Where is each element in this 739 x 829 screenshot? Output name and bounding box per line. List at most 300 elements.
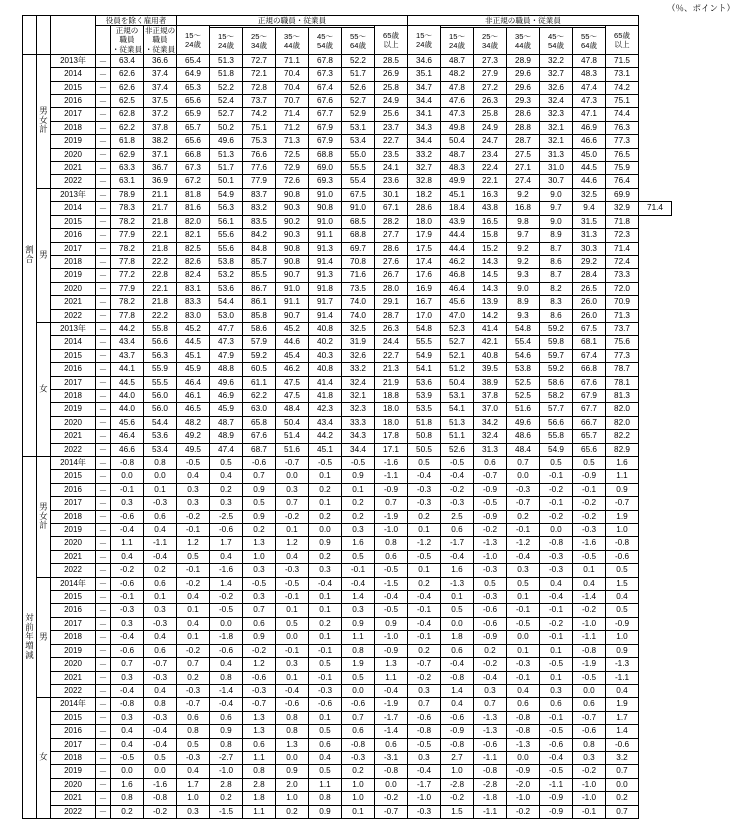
cell-value: 46.9 xyxy=(210,389,243,402)
cell-value: 90.3 xyxy=(276,229,309,242)
cell-value: -0.4 xyxy=(474,671,507,684)
cell-value: -0.8 xyxy=(573,644,606,657)
cell-value: 0.3 xyxy=(177,497,210,510)
cell-value: 84.2 xyxy=(243,229,276,242)
cell-value: -2.8 xyxy=(441,778,474,791)
row-year: 2015 xyxy=(51,591,96,604)
cell-value: 21.7 xyxy=(144,202,177,215)
cell-value: 1.6 xyxy=(606,457,639,470)
cell-total: － xyxy=(96,658,111,671)
cell-total: － xyxy=(96,524,111,537)
cell-value: -0.1 xyxy=(540,497,573,510)
cell-value: 0.9 xyxy=(606,644,639,657)
cell-value: 77.9 xyxy=(111,282,144,295)
cell-value: -0.2 xyxy=(210,591,243,604)
cell-value: 77.9 xyxy=(243,175,276,188)
cell-value: -0.4 xyxy=(375,684,408,697)
cell-value: 0.7 xyxy=(375,497,408,510)
cell-value: 53.2 xyxy=(210,269,243,282)
cell-value: -1.6 xyxy=(144,778,177,791)
cell-value: -0.3 xyxy=(111,604,144,617)
cell-value: -0.6 xyxy=(606,738,639,751)
cell-total: － xyxy=(96,591,111,604)
cell-value: 63.3 xyxy=(111,162,144,175)
cell-total: － xyxy=(96,296,111,309)
cell-value: 86.7 xyxy=(243,282,276,295)
cell-value: 62.2 xyxy=(243,389,276,402)
cell-value: -0.2 xyxy=(573,765,606,778)
cell-value: 46.2 xyxy=(276,363,309,376)
cell-value: -0.4 xyxy=(441,470,474,483)
cell-value: 0.7 xyxy=(342,711,375,724)
cell-value: 69.9 xyxy=(606,188,639,201)
cell-value: 0.4 xyxy=(111,738,144,751)
cell-value: 55.5 xyxy=(342,162,375,175)
cell-value: 26.3 xyxy=(474,95,507,108)
cell-value: -0.6 xyxy=(210,524,243,537)
cell-value: -1.1 xyxy=(474,751,507,764)
cell-value: -0.3 xyxy=(540,564,573,577)
cell-value: -0.3 xyxy=(144,671,177,684)
cell-value: 17.6 xyxy=(408,269,441,282)
cell-value: 39.5 xyxy=(474,363,507,376)
cell-value: -0.2 xyxy=(375,792,408,805)
cell-value: 43.4 xyxy=(309,416,342,429)
table-row xyxy=(23,296,672,309)
cell-value: 0.4 xyxy=(441,698,474,711)
cell-value: -3.1 xyxy=(375,751,408,764)
cell-value: 57.9 xyxy=(243,336,276,349)
cell-value: 56.0 xyxy=(144,403,177,416)
cell-value: -1.3 xyxy=(606,658,639,671)
cell-value: -0.6 xyxy=(540,738,573,751)
cell-value: 45.1 xyxy=(309,443,342,456)
cell-value: 9.7 xyxy=(507,229,540,242)
cell-value: 44.5 xyxy=(573,162,606,175)
statistics-table xyxy=(22,15,672,819)
cell-value: 0.2 xyxy=(507,510,540,523)
table-row xyxy=(23,95,672,108)
cell-value: 1.0 xyxy=(177,792,210,805)
cell-value: 32.3 xyxy=(342,403,375,416)
row-year: 2016 xyxy=(51,483,96,496)
cell-value: 44.1 xyxy=(111,363,144,376)
cell-value: 43.7 xyxy=(111,349,144,362)
cell-value: 82.0 xyxy=(177,215,210,228)
cell-value: 90.7 xyxy=(276,269,309,282)
cell-value: 72.6 xyxy=(276,175,309,188)
cell-value: 1.4 xyxy=(210,577,243,590)
cell-value: 70.8 xyxy=(342,255,375,268)
cell-value: 47.3 xyxy=(210,336,243,349)
cell-value: 9.2 xyxy=(507,242,540,255)
cell-value: 48.7 xyxy=(441,148,474,161)
cell-value: 78.7 xyxy=(606,363,639,376)
cell-value: 1.6 xyxy=(111,778,144,791)
cell-value: 52.6 xyxy=(342,81,375,94)
cell-value: 67.9 xyxy=(309,135,342,148)
cell-value: 1.1 xyxy=(375,671,408,684)
cell-value: 0.8 xyxy=(144,698,177,711)
cell-total: － xyxy=(96,483,111,496)
cell-value: 91.8 xyxy=(309,282,342,295)
cell-value: 0.4 xyxy=(144,524,177,537)
cell-value: 73.7 xyxy=(243,95,276,108)
cell-value: 76.3 xyxy=(606,121,639,134)
cell-value: 27.3 xyxy=(474,54,507,67)
cell-value: -0.9 xyxy=(540,792,573,805)
cell-value: 23.7 xyxy=(375,121,408,134)
cell-value: 0.4 xyxy=(606,684,639,697)
cell-value: 90.7 xyxy=(276,309,309,322)
cell-value: 33.3 xyxy=(342,416,375,429)
cell-value: 1.7 xyxy=(210,537,243,550)
cell-value: 1.0 xyxy=(606,631,639,644)
cell-value: 83.0 xyxy=(177,309,210,322)
cell-value: 83.2 xyxy=(243,202,276,215)
cell-value: 51.7 xyxy=(210,162,243,175)
cell-value: -0.2 xyxy=(474,658,507,671)
cell-value: 56.1 xyxy=(210,215,243,228)
cell-value: 0.1 xyxy=(441,591,474,604)
cell-value: 0.8 xyxy=(177,725,210,738)
cell-value: 49.5 xyxy=(177,443,210,456)
cell-value: 0.9 xyxy=(210,725,243,738)
cell-value: 0.4 xyxy=(177,765,210,778)
cell-value: 1.1 xyxy=(606,470,639,483)
cell-value: 49.8 xyxy=(441,121,474,134)
cell-value: 34.3 xyxy=(342,430,375,443)
cell-value: 58.6 xyxy=(540,376,573,389)
cell-value: 22.1 xyxy=(144,282,177,295)
row-year: 2022 xyxy=(51,805,96,818)
cell-value: 55.4 xyxy=(507,336,540,349)
cell-value: 82.4 xyxy=(177,269,210,282)
cell-value: -0.7 xyxy=(375,805,408,818)
cell-value: 0.9 xyxy=(309,537,342,550)
cell-value: 68.7 xyxy=(243,443,276,456)
cell-value: 86.1 xyxy=(243,296,276,309)
cell-value: 0.8 xyxy=(342,644,375,657)
cell-value: 22.2 xyxy=(144,309,177,322)
cell-value: -0.3 xyxy=(309,684,342,697)
cell-value: 46.2 xyxy=(441,255,474,268)
cell-value: -1.8 xyxy=(210,631,243,644)
cell-value: -0.9 xyxy=(573,470,606,483)
cell-value: 49.6 xyxy=(210,135,243,148)
cell-value: 60.5 xyxy=(243,363,276,376)
cell-value: 38.9 xyxy=(474,376,507,389)
cell-value: 29.6 xyxy=(507,68,540,81)
cell-value: 0.3 xyxy=(177,805,210,818)
cell-value: 0.9 xyxy=(375,617,408,630)
cell-value: 0.1 xyxy=(144,591,177,604)
cell-value: 29.3 xyxy=(507,95,540,108)
cell-value: 63.0 xyxy=(243,403,276,416)
header-reg-65plus: 65歳 以上 xyxy=(375,26,408,55)
cell-value: 1.9 xyxy=(606,510,639,523)
cell-value: 24.7 xyxy=(474,135,507,148)
cell-value: 53.6 xyxy=(144,430,177,443)
cell-value: -0.1 xyxy=(573,805,606,818)
cell-value: 59.2 xyxy=(540,322,573,335)
cell-value: 91.0 xyxy=(309,188,342,201)
cell-value: 34.1 xyxy=(408,108,441,121)
table-row xyxy=(23,255,672,268)
cell-value: 67.6 xyxy=(309,95,342,108)
cell-value: 0.4 xyxy=(210,470,243,483)
cell-value: -0.5 xyxy=(540,725,573,738)
cell-value: 69.7 xyxy=(342,242,375,255)
cell-value: -0.4 xyxy=(276,684,309,697)
cell-value: 46.6 xyxy=(573,135,606,148)
cell-value: -0.4 xyxy=(144,725,177,738)
table-row xyxy=(23,805,672,818)
cell-value: 0.7 xyxy=(408,698,441,711)
row-year: 2021 xyxy=(51,792,96,805)
cell-value: 32.5 xyxy=(573,188,606,201)
cell-value: 67.6 xyxy=(573,376,606,389)
cell-value: 0.0 xyxy=(144,470,177,483)
cell-value: -0.7 xyxy=(177,698,210,711)
cell-value: -0.9 xyxy=(474,510,507,523)
cell-value: 75.6 xyxy=(606,336,639,349)
cell-value: 13.9 xyxy=(474,296,507,309)
cell-value: 43.8 xyxy=(474,202,507,215)
cell-value: -0.1 xyxy=(507,604,540,617)
cell-value: 0.7 xyxy=(111,658,144,671)
cell-value: -1.2 xyxy=(408,537,441,550)
cell-value: 0.4 xyxy=(507,684,540,697)
cell-value: 0.8 xyxy=(210,671,243,684)
cell-value: 85.8 xyxy=(243,309,276,322)
cell-value: 91.0 xyxy=(309,215,342,228)
cell-value: -0.4 xyxy=(111,524,144,537)
cell-value: 28.6 xyxy=(507,108,540,121)
cell-value: 1.8 xyxy=(243,792,276,805)
cell-value: 0.4 xyxy=(144,684,177,697)
cell-value: -0.4 xyxy=(441,658,474,671)
cell-value: -0.5 xyxy=(243,577,276,590)
cell-value: 9.0 xyxy=(507,282,540,295)
table-row xyxy=(23,483,672,496)
cell-value: 77.9 xyxy=(111,229,144,242)
header-reg-25-34: 25～ 34歳 xyxy=(243,27,276,54)
cell-value: 0.8 xyxy=(243,765,276,778)
cell-value: 40.8 xyxy=(474,349,507,362)
cell-value: 1.1 xyxy=(243,751,276,764)
cell-value: 0.0 xyxy=(441,617,474,630)
cell-value: 32.4 xyxy=(540,95,573,108)
cell-value: 37.8 xyxy=(474,389,507,402)
cell-value: -1.5 xyxy=(210,805,243,818)
cell-value: 29.6 xyxy=(507,81,540,94)
table-row xyxy=(23,550,672,563)
cell-value: 28.7 xyxy=(507,135,540,148)
cell-value: 0.8 xyxy=(375,537,408,550)
row-group-sex xyxy=(37,577,51,698)
cell-value: -0.3 xyxy=(408,805,441,818)
cell-value: 0.8 xyxy=(210,738,243,751)
cell-value: 0.8 xyxy=(276,711,309,724)
cell-value: 51.6 xyxy=(276,443,309,456)
cell-value: 72.1 xyxy=(243,68,276,81)
cell-value: 2.8 xyxy=(210,778,243,791)
cell-value: 1.1 xyxy=(309,778,342,791)
cell-value: 31.9 xyxy=(342,336,375,349)
cell-value: 78.2 xyxy=(111,215,144,228)
cell-value: -0.4 xyxy=(144,738,177,751)
cell-value: -0.6 xyxy=(474,738,507,751)
cell-value: 9.0 xyxy=(540,188,573,201)
row-group-sex xyxy=(37,54,51,188)
cell-value: 28.8 xyxy=(507,121,540,134)
cell-value: -0.2 xyxy=(540,483,573,496)
cell-value: -1.1 xyxy=(375,470,408,483)
cell-value: -0.1 xyxy=(408,631,441,644)
table-row xyxy=(23,148,672,161)
cell-value: 21.8 xyxy=(144,296,177,309)
cell-total: － xyxy=(96,537,111,550)
cell-value: 0.5 xyxy=(309,765,342,778)
cell-total: － xyxy=(96,698,111,711)
cell-value: 45.9 xyxy=(177,363,210,376)
cell-value: 46.9 xyxy=(573,121,606,134)
cell-value: 32.9 xyxy=(606,202,639,215)
cell-total: － xyxy=(96,349,111,362)
cell-value: 0.6 xyxy=(474,457,507,470)
cell-value: 53.4 xyxy=(144,443,177,456)
cell-value: -0.6 xyxy=(342,698,375,711)
cell-value: 1.7 xyxy=(177,778,210,791)
cell-total: － xyxy=(96,725,111,738)
cell-value: 0.1 xyxy=(309,591,342,604)
cell-total: － xyxy=(96,416,111,429)
row-year: 2020 xyxy=(51,148,96,161)
cell-value: 32.8 xyxy=(408,175,441,188)
cell-value: -1.0 xyxy=(375,524,408,537)
cell-value: 81.8 xyxy=(177,188,210,201)
cell-value: -0.1 xyxy=(573,483,606,496)
cell-total: － xyxy=(96,430,111,443)
cell-value: 0.3 xyxy=(408,751,441,764)
cell-value: 50.4 xyxy=(441,135,474,148)
cell-value: 27.7 xyxy=(375,229,408,242)
cell-value: -0.8 xyxy=(507,711,540,724)
cell-value: 0.1 xyxy=(144,483,177,496)
cell-value: 71.8 xyxy=(606,215,639,228)
header-nonreg-15-24-all: 15～ 24歳 xyxy=(408,26,441,55)
cell-value: -0.6 xyxy=(309,698,342,711)
cell-value: -0.3 xyxy=(507,483,540,496)
cell-value: 0.0 xyxy=(144,765,177,778)
cell-value: 37.0 xyxy=(474,403,507,416)
cell-value: 0.4 xyxy=(111,725,144,738)
cell-value: 0.2 xyxy=(144,564,177,577)
cell-value: 91.1 xyxy=(309,229,342,242)
cell-value: 82.9 xyxy=(606,443,639,456)
cell-value: 82.1 xyxy=(177,229,210,242)
cell-value: -0.4 xyxy=(375,591,408,604)
cell-value: -0.2 xyxy=(441,792,474,805)
cell-value: 0.0 xyxy=(276,751,309,764)
cell-value: 0.5 xyxy=(177,550,210,563)
cell-value: -1.9 xyxy=(375,698,408,711)
cell-value: 78.2 xyxy=(111,296,144,309)
cell-value: 8.7 xyxy=(540,269,573,282)
cell-value: 74.0 xyxy=(342,309,375,322)
cell-value: -0.5 xyxy=(375,564,408,577)
cell-value: 8.6 xyxy=(540,309,573,322)
cell-value: 49.6 xyxy=(507,416,540,429)
cell-value: 32.4 xyxy=(474,430,507,443)
cell-value: 67.4 xyxy=(573,349,606,362)
cell-value: -0.3 xyxy=(144,497,177,510)
cell-value: 53.8 xyxy=(507,363,540,376)
cell-value: 9.3 xyxy=(507,309,540,322)
cell-value: 83.3 xyxy=(177,296,210,309)
header-group-regular: 正規の職員・従業員 xyxy=(177,16,408,26)
cell-value: 55.8 xyxy=(540,430,573,443)
cell-value: 51.6 xyxy=(507,403,540,416)
cell-value: 0.1 xyxy=(573,564,606,577)
cell-value: 55.6 xyxy=(210,229,243,242)
cell-value: 22.4 xyxy=(474,162,507,175)
cell-value: -0.3 xyxy=(408,483,441,496)
cell-value: 55.9 xyxy=(144,363,177,376)
cell-value: 0.2 xyxy=(342,510,375,523)
cell-value: 72.5 xyxy=(276,148,309,161)
cell-value: 71.4 xyxy=(606,242,639,255)
cell-value: 55.8 xyxy=(144,322,177,335)
cell-value: 25.6 xyxy=(375,108,408,121)
cell-value: -0.5 xyxy=(342,457,375,470)
cell-value: 59.2 xyxy=(540,363,573,376)
cell-value: 51.3 xyxy=(210,148,243,161)
header-reg-55-64: 55～ 64歳 xyxy=(342,27,375,54)
cell-value: -0.6 xyxy=(606,550,639,563)
cell-value: 0.4 xyxy=(309,751,342,764)
cell-value: 1.6 xyxy=(441,564,474,577)
cell-value: 53.9 xyxy=(408,389,441,402)
cell-value: 37.2 xyxy=(144,108,177,121)
cell-value: 18.0 xyxy=(408,215,441,228)
cell-value: 3.2 xyxy=(606,751,639,764)
cell-value: 1.0 xyxy=(276,792,309,805)
cell-value: 55.4 xyxy=(342,175,375,188)
cell-value: -1.4 xyxy=(573,591,606,604)
cell-value: -1.0 xyxy=(210,765,243,778)
row-year: 2021 xyxy=(51,162,96,175)
cell-total: － xyxy=(96,309,111,322)
cell-value: 28.6 xyxy=(375,242,408,255)
cell-value: 1.5 xyxy=(606,577,639,590)
cell-value: 37.4 xyxy=(144,81,177,94)
cell-total: － xyxy=(96,738,111,751)
cell-value: 18.8 xyxy=(375,389,408,402)
cell-value: 30.1 xyxy=(375,188,408,201)
cell-value: 90.3 xyxy=(276,202,309,215)
cell-value: 44.6 xyxy=(276,336,309,349)
cell-value: 0.2 xyxy=(309,510,342,523)
cell-value: 84.8 xyxy=(243,242,276,255)
cell-value: 1.0 xyxy=(606,524,639,537)
row-group-sex xyxy=(37,698,51,819)
cell-value: 0.2 xyxy=(309,617,342,630)
cell-value: -0.5 xyxy=(210,604,243,617)
cell-value: -1.3 xyxy=(474,537,507,550)
cell-value: 53.8 xyxy=(210,255,243,268)
